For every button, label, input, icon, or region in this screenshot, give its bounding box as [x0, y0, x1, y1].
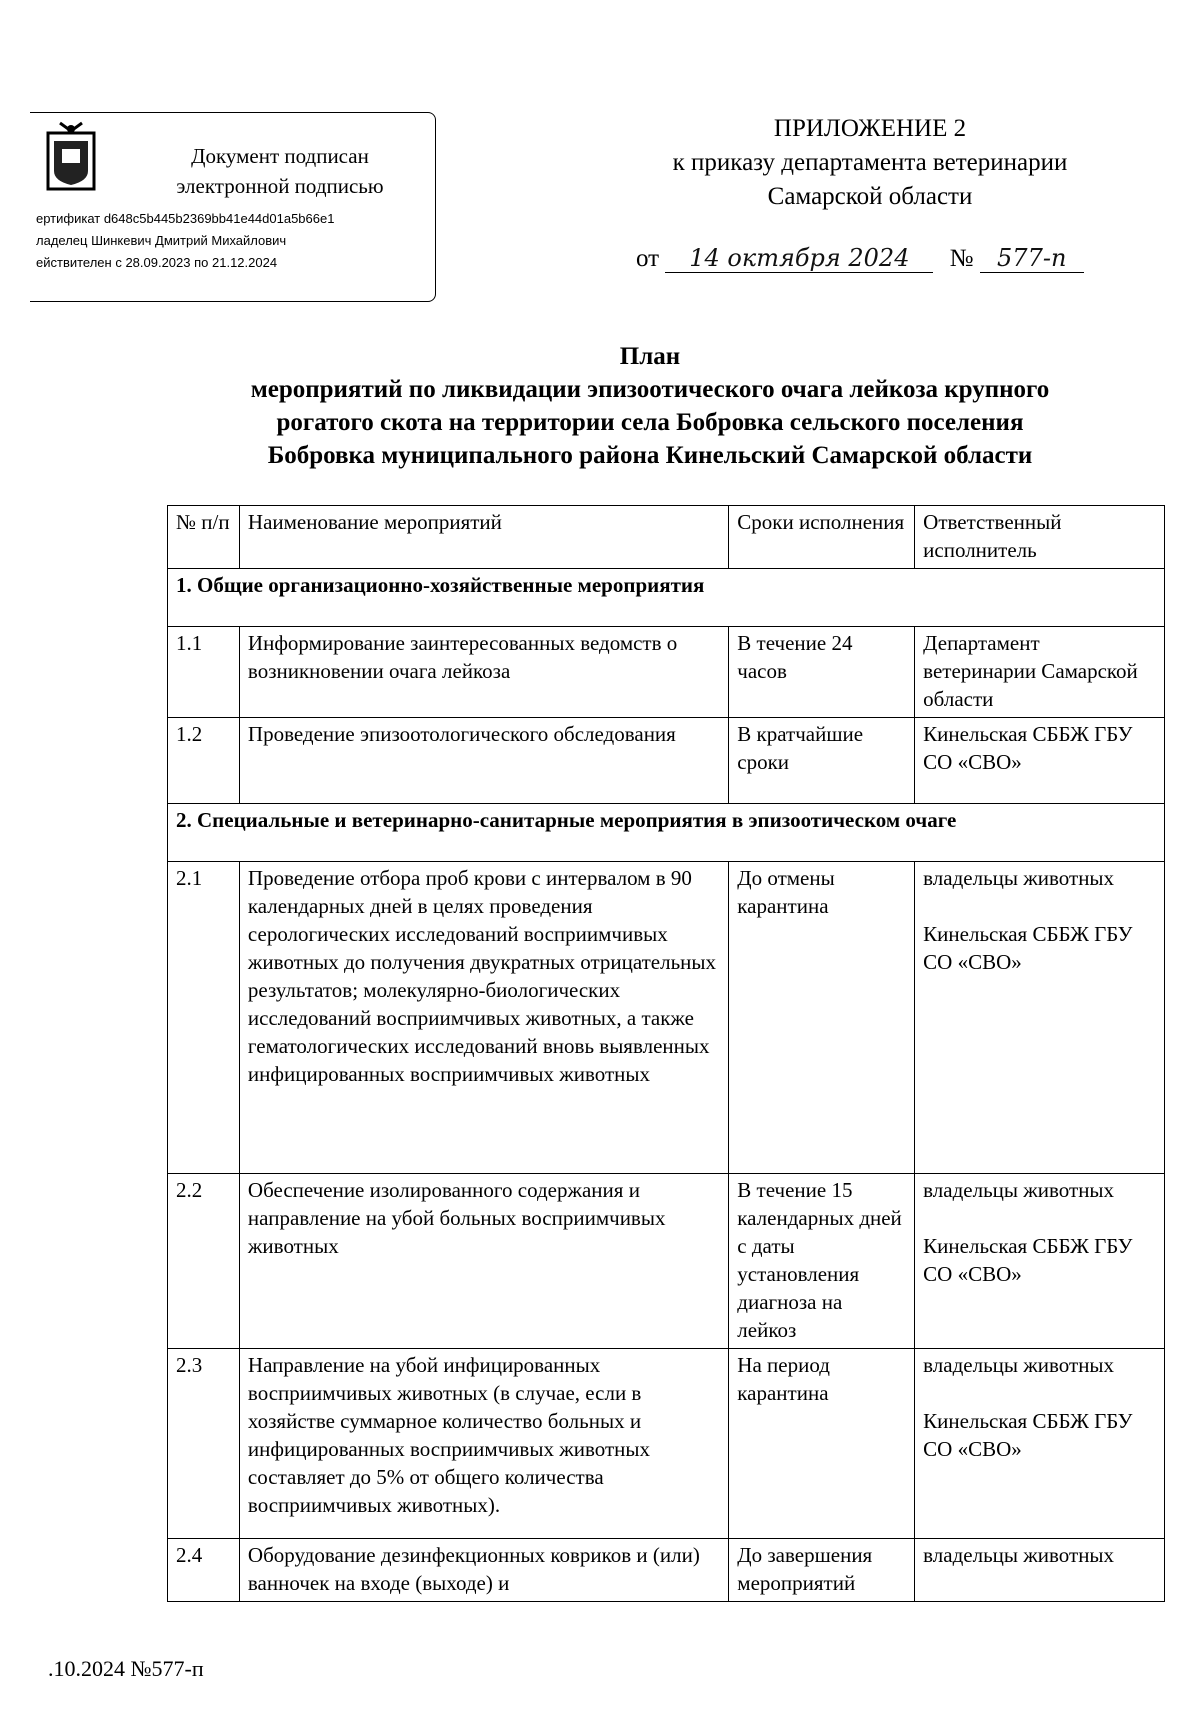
- header-responsible: Ответственный исполнитель: [915, 506, 1165, 569]
- coat-of-arms-icon: [40, 119, 102, 195]
- row-number: 2.1: [168, 862, 240, 1174]
- responsible-station: Кинельская СББЖ ГБУ СО «СВО»: [923, 1234, 1133, 1286]
- row-number: 1.1: [168, 627, 240, 718]
- responsible-station: Кинельская СББЖ ГБУ СО «СВО»: [923, 1409, 1133, 1461]
- plan-title: План: [619, 343, 681, 370]
- table-row: [168, 1539, 1165, 1602]
- row-number: 2.4: [168, 1539, 240, 1602]
- stamp-certificate: ертификат d648c5b445b2369bb41e44d01a5b66e1: [36, 211, 335, 226]
- handwritten-date: 14 октября 2024: [665, 244, 933, 273]
- appendix-line-3: Самарской области: [767, 183, 973, 210]
- row-term: В течение 24 часов: [729, 627, 915, 718]
- row-name: Проведение эпизоотологического обследования: [239, 718, 728, 804]
- appendix-header: [640, 112, 1100, 214]
- header-name: Наименование мероприятий: [239, 506, 728, 569]
- header-number: № п/п: [168, 506, 240, 569]
- table-row: [168, 862, 1165, 1174]
- responsible-owners: владельцы животных: [923, 866, 1115, 890]
- responsible-station: Кинельская СББЖ ГБУ СО «СВО»: [923, 922, 1133, 974]
- row-term: В кратчайшие сроки: [729, 718, 915, 804]
- footer-order-number: .10.2024 №577-п: [48, 1656, 204, 1681]
- table-row: [168, 718, 1165, 804]
- stamp-owner: ладелец Шинкевич Дмитрий Михайлович: [36, 233, 287, 248]
- section-row: [168, 804, 1165, 862]
- from-label: от: [636, 245, 660, 272]
- order-reference: [636, 244, 1084, 273]
- signature-stamp: [30, 112, 436, 302]
- table-row: [168, 1349, 1165, 1539]
- row-name: Обеспечение изолированного содержания и направление на убой больных восприимчивых животных: [239, 1174, 728, 1349]
- row-responsible: [915, 1349, 1165, 1539]
- row-name: Информирование заинтересованных ведомств о возникновении очага лейкоза: [239, 627, 728, 718]
- row-term: До отмены карантина: [729, 862, 915, 1174]
- appendix-line-2: к приказу департамента ветеринарии: [672, 149, 1068, 176]
- row-name: Оборудование дезинфекционных ковриков и (или) ванночек на входе (выходе) и: [239, 1539, 728, 1602]
- row-responsible: [915, 862, 1165, 1174]
- row-term: В течение 15 календарных дней с даты установления диагноза на лейкоз: [729, 1174, 915, 1349]
- stamp-title: Документ подписан электронной подписью: [176, 144, 384, 198]
- plan-subtitle-3: Бобровка муниципального района Кинельский Самарской области: [267, 442, 1033, 469]
- responsible-owners: владельцы животных: [923, 1178, 1115, 1202]
- table-header-row: [168, 506, 1165, 569]
- section-1-title: 1. Общие организационно-хозяйственные мероприятия: [168, 569, 1165, 627]
- row-term: До завершения мероприятий: [729, 1539, 915, 1602]
- section-2-title: 2. Специальные и ветеринарно-санитарные мероприятия в эпизоотическом очаге: [168, 804, 1165, 862]
- header-term: Сроки исполнения: [729, 506, 915, 569]
- row-responsible: [915, 1174, 1165, 1349]
- stamp-validity: ействителен с 28.09.2023 по 21.12.2024: [36, 255, 278, 270]
- row-number: 2.3: [168, 1349, 240, 1539]
- plan-subtitle-1: мероприятий по ликвидации эпизоотического очага лейкоза крупного: [250, 376, 1050, 403]
- section-row: [168, 569, 1165, 627]
- handwritten-number: 577-п: [980, 244, 1084, 273]
- table-row: [168, 627, 1165, 718]
- row-number: 1.2: [168, 718, 240, 804]
- appendix-title: ПРИЛОЖЕНИЕ 2: [773, 115, 967, 142]
- row-name: Проведение отбора проб крови с интервалом в 90 календарных дней в целях проведения серологических исследований восприимчивых животных до получения двукратных отрицательных результатов; молекулярно-биологических исследований восприимчивых животных, а также гематологических исследований вновь выявленных инфицированных восприимчивых животных: [239, 862, 728, 1174]
- responsible-owners: владельцы животных: [923, 1353, 1115, 1377]
- row-responsible: Департамент ветеринарии Самарской области: [915, 627, 1165, 718]
- plan-heading: [150, 340, 1150, 472]
- plan-table: [167, 505, 1165, 1602]
- row-name: Направление на убой инфицированных восприимчивых животных (в случае, если в хозяйстве суммарное количество больных и инфицированных восприимчивых животных составляет до 5% от общего количества восприимчивых животных).: [239, 1349, 728, 1539]
- row-responsible: Кинельская СББЖ ГБУ СО «СВО»: [915, 718, 1165, 804]
- table-row: [168, 1174, 1165, 1349]
- row-number: 2.2: [168, 1174, 240, 1349]
- row-responsible: владельцы животных: [915, 1539, 1165, 1602]
- row-term: На период карантина: [729, 1349, 915, 1539]
- number-label: №: [949, 245, 974, 272]
- plan-subtitle-2: рогатого скота на территории села Бобровка сельского поселения: [276, 409, 1024, 436]
